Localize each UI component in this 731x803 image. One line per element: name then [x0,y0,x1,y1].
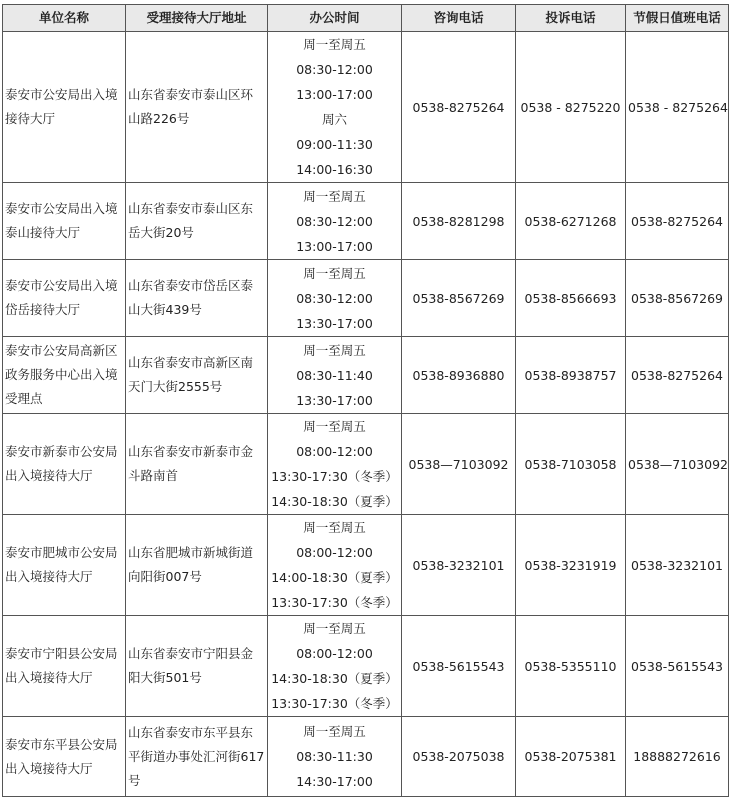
unit-name-cell: 泰安市公安局高新区政务服务中心出入境受理点 [3,337,126,414]
office-hours-line: 14:30-18:30（夏季） [271,671,398,686]
complaint-phone-cell: 0538-8938757 [516,337,626,414]
office-hours-line: 周一至周五 [303,419,366,434]
office-hours-line: 08:00-12:00 [296,646,373,661]
office-hours-line: 周一至周五 [303,520,366,535]
header-office-hours: 办公时间 [268,5,402,32]
complaint-phone-cell: 0538-3231919 [516,515,626,616]
office-hours-line: 14:00-16:30 [296,162,373,177]
office-hours-cell [268,32,402,183]
address-cell: 山东省泰安市泰山区东岳大街20号 [126,183,268,260]
table-row [3,32,729,183]
header-unit-name: 单位名称 [3,5,126,32]
office-hours-line: 08:30-11:40 [296,367,373,383]
unit-name-cell: 泰安市公安局出入境岱岳接待大厅 [3,260,126,337]
office-hours-cell [268,337,402,414]
table-row [3,717,729,797]
holiday-phone-cell: 0538-3232101 [626,515,729,616]
header-consult-phone: 咨询电话 [402,5,516,32]
complaint-phone-cell: 0538-7103058 [516,414,626,515]
header-complaint-phone: 投诉电话 [516,5,626,32]
office-hours-cell [268,515,402,616]
address-cell: 山东省泰安市新泰市金斗路南首 [126,414,268,515]
office-hours-line: 08:00-12:00 [296,444,373,459]
office-hours-line: 周一至周五 [303,621,366,636]
table-body [3,32,729,797]
complaint-phone-cell: 0538-6271268 [516,183,626,260]
office-table [2,4,729,797]
office-hours-cell [268,717,402,797]
office-hours-line: 13:30-17:00 [296,315,373,331]
office-hours-line: 周一至周五 [303,188,366,204]
office-hours-line: 周一至周五 [303,342,366,358]
office-table-container [2,4,729,797]
unit-name-cell: 泰安市东平县公安局出入境接待大厅 [3,717,126,797]
office-hours-line: 08:00-12:00 [296,545,373,560]
consult-phone-cell: 0538-8567269 [402,260,516,337]
office-hours-cell [268,260,402,337]
office-hours-line: 08:30-12:00 [296,290,373,306]
consult-phone-cell: 0538-8936880 [402,337,516,414]
office-hours-line: 13:30-17:30（冬季） [271,469,398,484]
holiday-phone-cell: 18888272616 [626,717,729,797]
table-row [3,414,729,515]
holiday-phone-cell: 0538 - 8275264 [626,32,729,183]
table-row [3,616,729,717]
consult-phone-cell: 0538—7103092 [402,414,516,515]
office-hours-line: 14:30-17:00 [296,774,373,789]
office-hours-cell [268,616,402,717]
holiday-phone-cell: 0538-8275264 [626,337,729,414]
consult-phone-cell: 0538-5615543 [402,616,516,717]
table-header-row [3,5,729,32]
consult-phone-cell: 0538-8281298 [402,183,516,260]
address-cell: 山东省肥城市新城街道向阳街007号 [126,515,268,616]
address-cell: 山东省泰安市岱岳区泰山大街439号 [126,260,268,337]
unit-name-cell: 泰安市肥城市公安局出入境接待大厅 [3,515,126,616]
office-hours-line: 周一至周五 [303,37,366,52]
office-hours-line: 13:00-17:00 [296,238,373,254]
consult-phone-cell: 0538-3232101 [402,515,516,616]
office-hours-line: 08:30-12:00 [296,62,373,77]
address-cell: 山东省泰安市东平县东平街道办事处汇河街617号 [126,717,268,797]
office-hours-line: 周一至周五 [303,265,366,281]
address-cell: 山东省泰安市高新区南天门大街2555号 [126,337,268,414]
complaint-phone-cell: 0538-5355110 [516,616,626,717]
unit-name-cell: 泰安市公安局出入境泰山接待大厅 [3,183,126,260]
office-hours-line: 13:30-17:30（冬季） [271,696,398,711]
office-hours-line: 08:30-12:00 [296,213,373,229]
complaint-phone-cell: 0538 - 8275220 [516,32,626,183]
complaint-phone-cell: 0538-8566693 [516,260,626,337]
header-address: 受理接待大厅地址 [126,5,268,32]
table-row [3,260,729,337]
table-row [3,515,729,616]
unit-name-cell: 泰安市宁阳县公安局出入境接待大厅 [3,616,126,717]
unit-name-cell: 泰安市公安局出入境接待大厅 [3,32,126,183]
table-row [3,337,729,414]
office-hours-line: 13:30-17:00 [296,392,373,408]
holiday-phone-cell: 0538—7103092 [626,414,729,515]
office-hours-line: 周一至周五 [303,724,366,739]
office-hours-line: 13:30-17:30（冬季） [271,595,398,610]
office-hours-line: 14:00-18:30（夏季） [271,570,398,585]
consult-phone-cell: 0538-8275264 [402,32,516,183]
complaint-phone-cell: 0538-2075381 [516,717,626,797]
holiday-phone-cell: 0538-8567269 [626,260,729,337]
office-hours-cell [268,183,402,260]
office-hours-line: 周六 [321,112,347,127]
office-hours-line: 09:00-11:30 [296,137,373,152]
header-holiday-phone: 节假日值班电话 [626,5,729,32]
table-row [3,183,729,260]
office-hours-line: 13:00-17:00 [296,87,373,102]
unit-name-cell: 泰安市新泰市公安局出入境接待大厅 [3,414,126,515]
office-hours-line: 14:30-18:30（夏季） [271,494,398,509]
address-cell: 山东省泰安市宁阳县金阳大街501号 [126,616,268,717]
holiday-phone-cell: 0538-8275264 [626,183,729,260]
holiday-phone-cell: 0538-5615543 [626,616,729,717]
office-hours-line: 08:30-11:30 [296,749,373,764]
address-cell: 山东省泰安市泰山区环山路226号 [126,32,268,183]
consult-phone-cell: 0538-2075038 [402,717,516,797]
office-hours-cell [268,414,402,515]
